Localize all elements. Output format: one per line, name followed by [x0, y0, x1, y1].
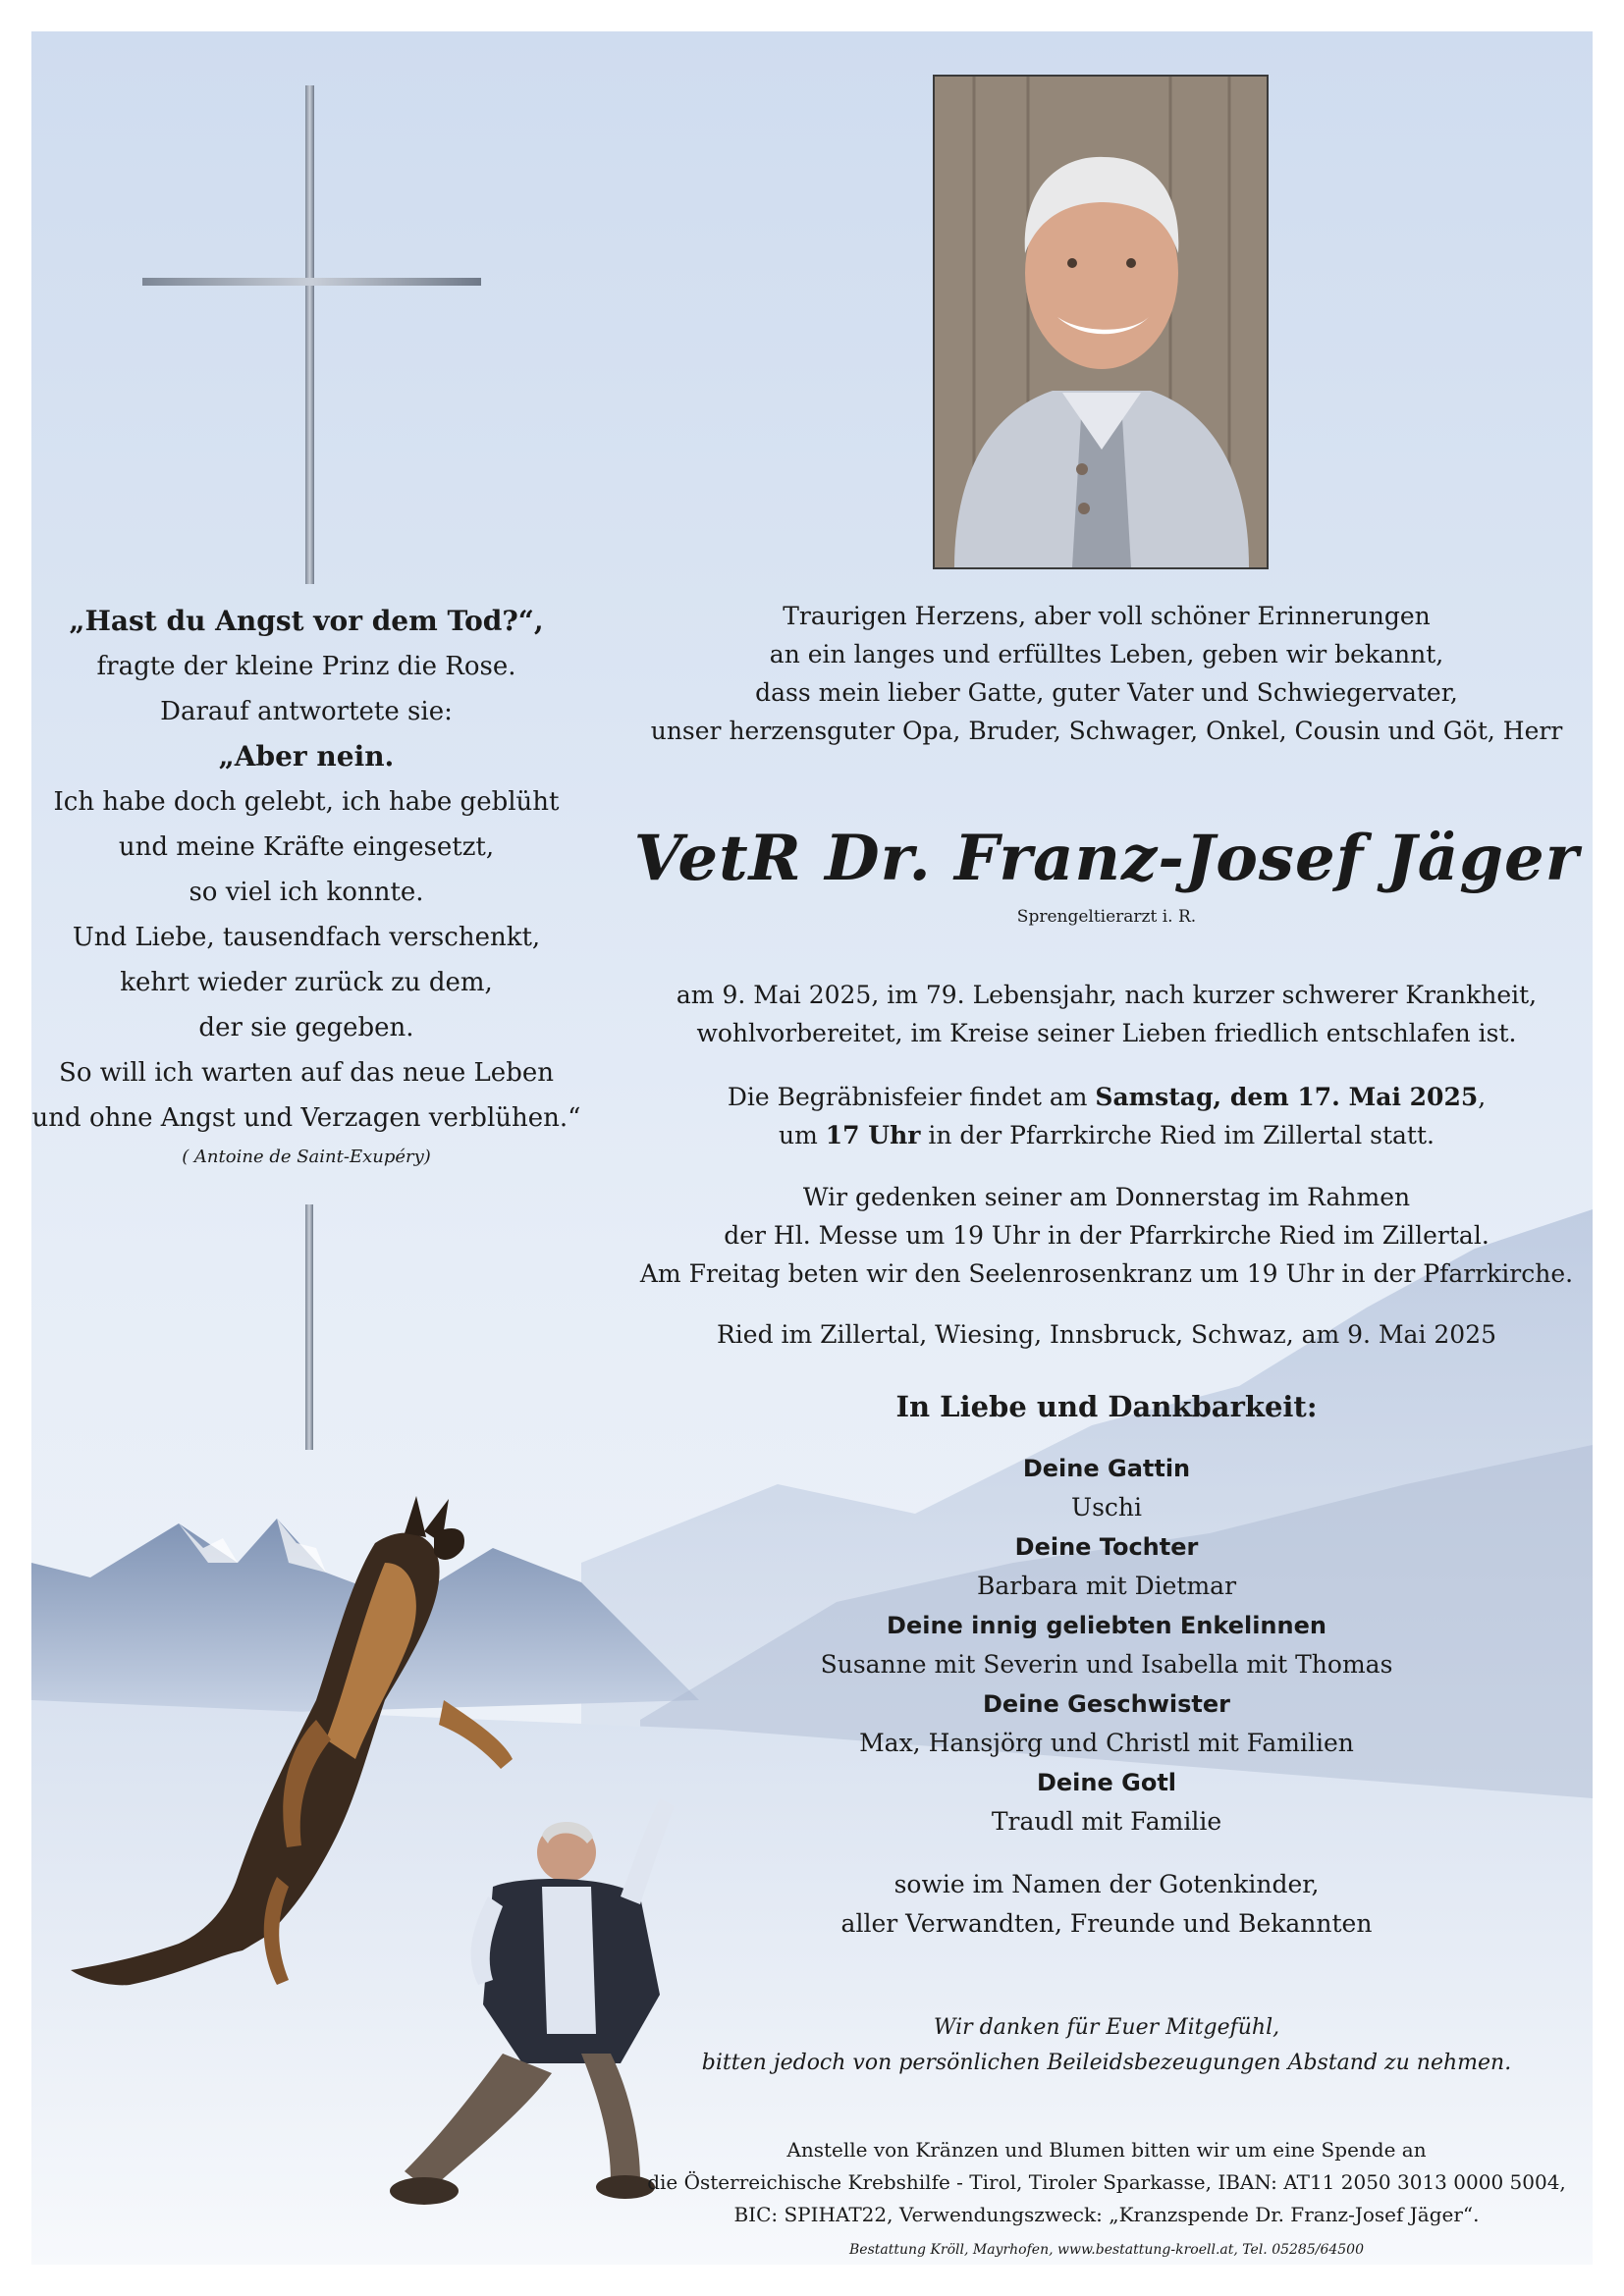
donation-line: Anstelle von Kränzen und Blumen bitten wir um eine Spende an: [786, 2138, 1427, 2162]
family-list: [621, 1449, 1593, 1944]
donation-line: BIC: SPIHAT22, Verwendungszweck: „Kranzspende Dr. Franz-Josef Jäger“.: [733, 2203, 1480, 2226]
cross-top-icon: [142, 85, 481, 584]
family-group-members: Susanne mit Severin und Isabella mit Thomas: [820, 1650, 1393, 1679]
portrait-image: [935, 77, 1267, 567]
place-date: Ried im Zillertal, Wiesing, Innsbruck, Schwaz, am 9. Mai 2025: [716, 1320, 1497, 1349]
quote-line: und ohne Angst und Verzagen verblühen.“: [31, 1103, 581, 1133]
family-closing-line: sowie im Namen der Gotenkinder,: [893, 1870, 1320, 1898]
intro-line: dass mein lieber Gatte, guter Vater und Schwiegervater,: [755, 678, 1458, 707]
little-prince-quote: [31, 599, 581, 1174]
death-notice-line: am 9. Mai 2025, im 79. Lebensjahr, nach kurzer schwerer Krankheit,: [676, 981, 1538, 1009]
funeral-home-footer: Bestattung Kröll, Mayrhofen, www.bestattung-kroell.at, Tel. 05285/64500: [849, 2242, 1364, 2258]
deceased-name: VetR Dr. Franz-Josef Jäger: [633, 822, 1580, 895]
quote-line: kehrt wieder zurück zu dem,: [120, 968, 493, 997]
donation-note: [621, 2134, 1593, 2231]
family-group-title: Deine Geschwister: [983, 1690, 1230, 1718]
family-group-title: Deine innig geliebten Enkelinnen: [887, 1612, 1326, 1639]
quote-line: Und Liebe, tausendfach verschenkt,: [72, 923, 541, 952]
intro-line: an ein langes und erfülltes Leben, geben wir bekannt,: [769, 640, 1444, 668]
quote-line: So will ich warten auf das neue Leben: [59, 1058, 554, 1088]
announcement-intro: [621, 597, 1593, 750]
obituary-card: [31, 31, 1593, 2265]
intro-line: unser herzensguter Opa, Bruder, Schwager, Onkel, Cousin und Göt, Herr: [650, 717, 1563, 745]
family-group-members: Barbara mit Dietmar: [976, 1572, 1237, 1600]
death-notice-line: wohlvorbereitet, im Kreise seiner Lieben friedlich entschlafen ist.: [696, 1019, 1517, 1047]
family-group-members: Traudl mit Familie: [991, 1807, 1222, 1836]
family-group-members: Max, Hansjörg und Christl mit Familien: [859, 1729, 1354, 1757]
cross-bottom-icon: [305, 1204, 313, 1450]
thanks-line: bitten jedoch von persönlichen Beileidsbezeugungen Abstand zu nehmen.: [701, 2051, 1512, 2075]
quote-line: „Hast du Angst vor dem Tod?“,: [69, 605, 544, 637]
family-closing-line: aller Verwandten, Freunde und Bekannten: [840, 1909, 1373, 1938]
thanks-line: Wir danken für Euer Mitgefühl,: [933, 2015, 1280, 2040]
memorial-line: der Hl. Messe um 19 Uhr in der Pfarrkirche Ried im Zillertal.: [724, 1221, 1489, 1250]
quote-line: Ich habe doch gelebt, ich habe geblüht: [53, 787, 560, 817]
quote-line: Darauf antwortete sie:: [160, 697, 453, 726]
family-group-title: Deine Tochter: [1014, 1533, 1199, 1561]
memorial-line: Wir gedenken seiner am Donnerstag im Rahmen: [802, 1183, 1411, 1211]
memorial-line: Am Freitag beten wir den Seelenrosenkranz um 19 Uhr in der Pfarrkirche.: [639, 1259, 1574, 1288]
family-group-title: Deine Gotl: [1036, 1769, 1177, 1796]
funeral-date-line: [621, 1078, 1593, 1116]
quote-line: der sie gegeben.: [198, 1013, 414, 1042]
quote-line: „Aber nein.: [218, 740, 395, 773]
memorial-info: [621, 1178, 1593, 1293]
funeral-place: in der Pfarrkirche Ried im Zillertal statt.: [920, 1121, 1435, 1149]
funeral-info: [621, 1078, 1593, 1154]
quote-line: so viel ich konnte.: [189, 878, 424, 907]
donation-line: die Österreichische Krebshilfe - Tirol, Tiroler Sparkasse, IBAN: AT11 2050 3013 0000 5004,: [647, 2170, 1566, 2194]
funeral-time-line: [621, 1116, 1593, 1154]
thanks-note: [621, 2010, 1593, 2081]
funeral-time: 17 Uhr: [825, 1121, 921, 1149]
funeral-prefix: Die Begräbnisfeier findet am: [727, 1083, 1096, 1111]
family-group-title: Deine Gattin: [1022, 1455, 1191, 1482]
portrait-photo: [933, 75, 1269, 569]
quote-line: fragte der kleine Prinz die Rose.: [96, 652, 516, 681]
quote-line: und meine Kräfte eingesetzt,: [118, 832, 495, 862]
death-notice: [621, 976, 1593, 1052]
family-heading: In Liebe und Dankbarkeit:: [895, 1390, 1318, 1423]
intro-line: Traurigen Herzens, aber voll schöner Erinnerungen: [783, 602, 1431, 630]
funeral-date: Samstag, dem 17. Mai 2025: [1095, 1083, 1479, 1111]
family-group-members: Uschi: [1071, 1493, 1142, 1522]
deceased-occupation: Sprengeltierarzt i. R.: [1016, 907, 1197, 927]
quote-attribution: ( Antoine de Saint-Exupéry): [182, 1147, 431, 1167]
funeral-time-prefix: um: [779, 1121, 826, 1149]
funeral-comma: ,: [1478, 1083, 1487, 1111]
